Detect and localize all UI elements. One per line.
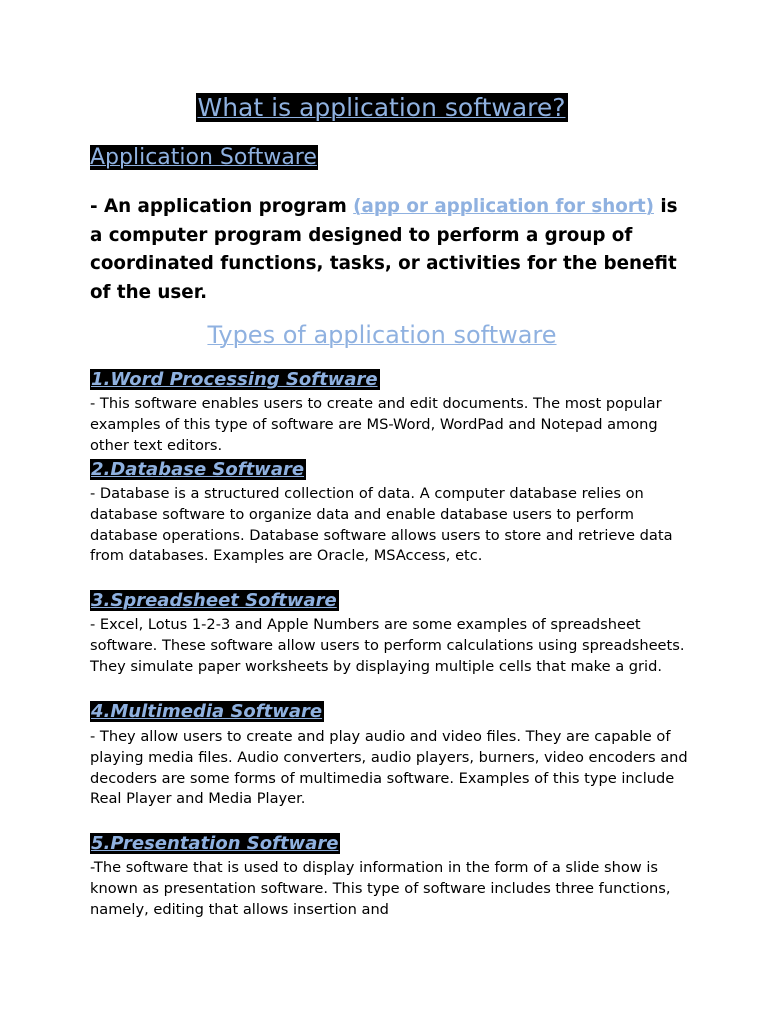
section-label: 3.Spreadsheet Software	[91, 590, 337, 611]
page-subtitle: Application Software	[90, 145, 317, 170]
title-block	[90, 92, 674, 124]
types-heading-block	[90, 318, 674, 352]
intro-suffix: is a computer program designed to perform a group of coordinated functions, tasks, or activities for the benefit of the user.	[90, 196, 678, 303]
intro-paragraph	[90, 193, 690, 307]
section-body-presentation: -The software that is used to display information in the form of a slide show is known as presentation software. This type of software includes three functions, namely, editing that allows insertion and	[90, 859, 671, 918]
section-label: 2.Database Software	[91, 459, 305, 480]
section-heading-word-processing	[90, 368, 380, 392]
section-label: 1.Word Processing Software	[91, 369, 378, 390]
types-heading: Types of application software	[207, 321, 557, 349]
intro-link[interactable]: (app or application for short)	[353, 196, 654, 217]
section-body-spreadsheet: - Excel, Lotus 1-2-3 and Apple Numbers are some examples of spreadsheet software. These software allow users to perform calculations using spreadsheets. They simulate paper worksheets by displaying multiple cells that make a grid.	[90, 616, 685, 675]
page-title: What is application software?	[197, 93, 566, 122]
section-body-database: - Database is a structured collection of data. A computer database relies on database software to organize data and enable database users to perform database operations. Database software allows users to store and retrieve data from databases. Examples are Oracle, MSAccess, etc.	[90, 485, 673, 565]
section-heading-database	[90, 458, 306, 482]
section-heading-multimedia	[90, 700, 324, 724]
section-heading-spreadsheet	[90, 589, 339, 613]
section-heading-presentation	[90, 832, 340, 856]
subtitle-block	[90, 143, 318, 173]
section-label: 4.Multimedia Software	[91, 701, 323, 722]
section-label: 5.Presentation Software	[91, 833, 339, 854]
section-body-word-processing: - This software enables users to create and edit documents. The most popular examples of this type of software are MS-Word, WordPad and Notepad among other text editors.	[90, 395, 662, 454]
section-body-multimedia: - They allow users to create and play audio and video files. They are capable of playing media files. Audio converters, audio players, burners, video encoders and decoders are some forms of multimedia software. Examples of this type include Real Player and Media Player.	[90, 728, 688, 808]
intro-prefix: - An application program	[90, 196, 354, 217]
